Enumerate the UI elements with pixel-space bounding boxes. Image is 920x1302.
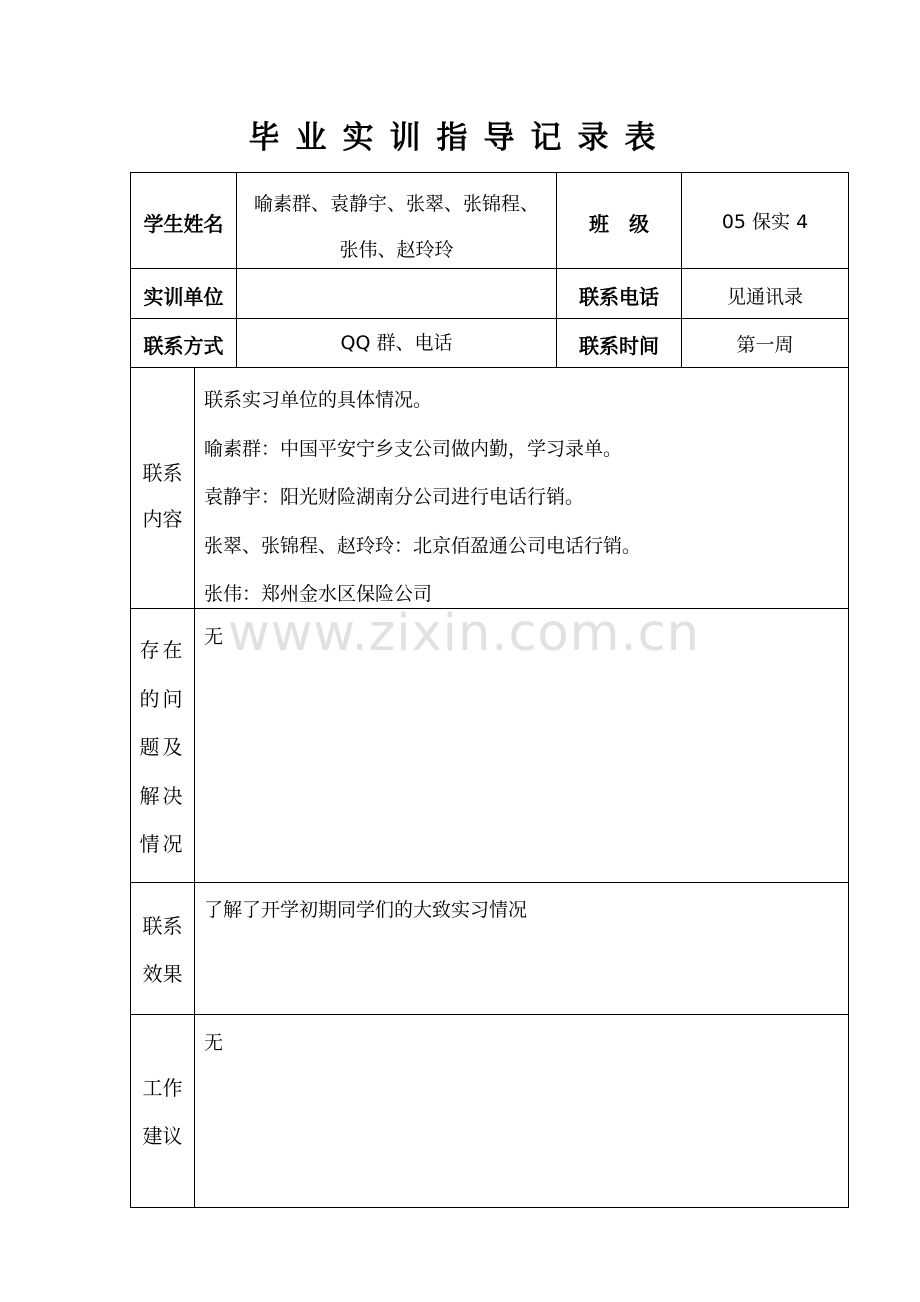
- student-names: [237, 181, 556, 273]
- student-names-line1: 喻素群、袁静宇、张翠、张锦程、: [253, 193, 539, 215]
- class-label: 班 级: [589, 212, 649, 236]
- phone-label: 联系电话: [579, 285, 659, 309]
- method-label: 联系方式: [143, 334, 224, 358]
- content-line: 张伟：郑州金水区保险公司: [204, 583, 433, 605]
- content-label-line: 内容: [142, 507, 183, 531]
- problems-label-line: 解决: [139, 783, 186, 808]
- content-line: 袁静宇：阳光财险湖南分公司进行电话行销。: [204, 486, 585, 508]
- time-label: 联系时间: [579, 334, 659, 358]
- effect-label: [131, 902, 194, 998]
- contact-content: [204, 376, 844, 619]
- content-line: 喻素群：中国平安宁乡支公司做内勤，学习录单。: [204, 437, 623, 460]
- problems-text: 无: [204, 626, 224, 648]
- content-line: 张翠、张锦程、赵玲玲：北京佰盈通公司电话行销。: [204, 534, 642, 557]
- content-label-line: 联系: [142, 461, 183, 485]
- problems-label-line: 存在: [139, 638, 186, 662]
- effect-label-line: 联系: [142, 914, 183, 938]
- effect-text: 了解了开学初期同学们的大致实习情况: [204, 899, 528, 921]
- effect-label-line: 效果: [142, 962, 183, 986]
- advice-text: 无: [204, 1032, 224, 1054]
- phone-value: 见通讯录: [726, 286, 803, 308]
- content-line: 联系实习单位的具体情况。: [204, 389, 433, 411]
- advice-label-line: 建议: [142, 1124, 183, 1148]
- watermark: www.zixin.com.cn: [228, 604, 700, 663]
- problems-label-line: 的问: [139, 686, 186, 711]
- content-label: [131, 450, 194, 542]
- time-value: 第一周: [736, 334, 794, 356]
- advice-label-line: 工作: [142, 1076, 183, 1100]
- class-value: 05 保实 4: [721, 211, 809, 233]
- advice-label: [131, 1064, 194, 1160]
- student-name-label: 学生姓名: [143, 212, 224, 236]
- problems-label-line: 情况: [139, 832, 186, 856]
- student-names-line2: 张伟、赵玲玲: [339, 239, 454, 261]
- method-value: QQ 群、电话: [340, 332, 453, 354]
- unit-label: 实训单位: [143, 285, 224, 309]
- problems-label: [131, 626, 194, 869]
- form-title: 毕业实训指导记录表: [248, 120, 672, 156]
- problems-label-line: 题及: [139, 735, 186, 759]
